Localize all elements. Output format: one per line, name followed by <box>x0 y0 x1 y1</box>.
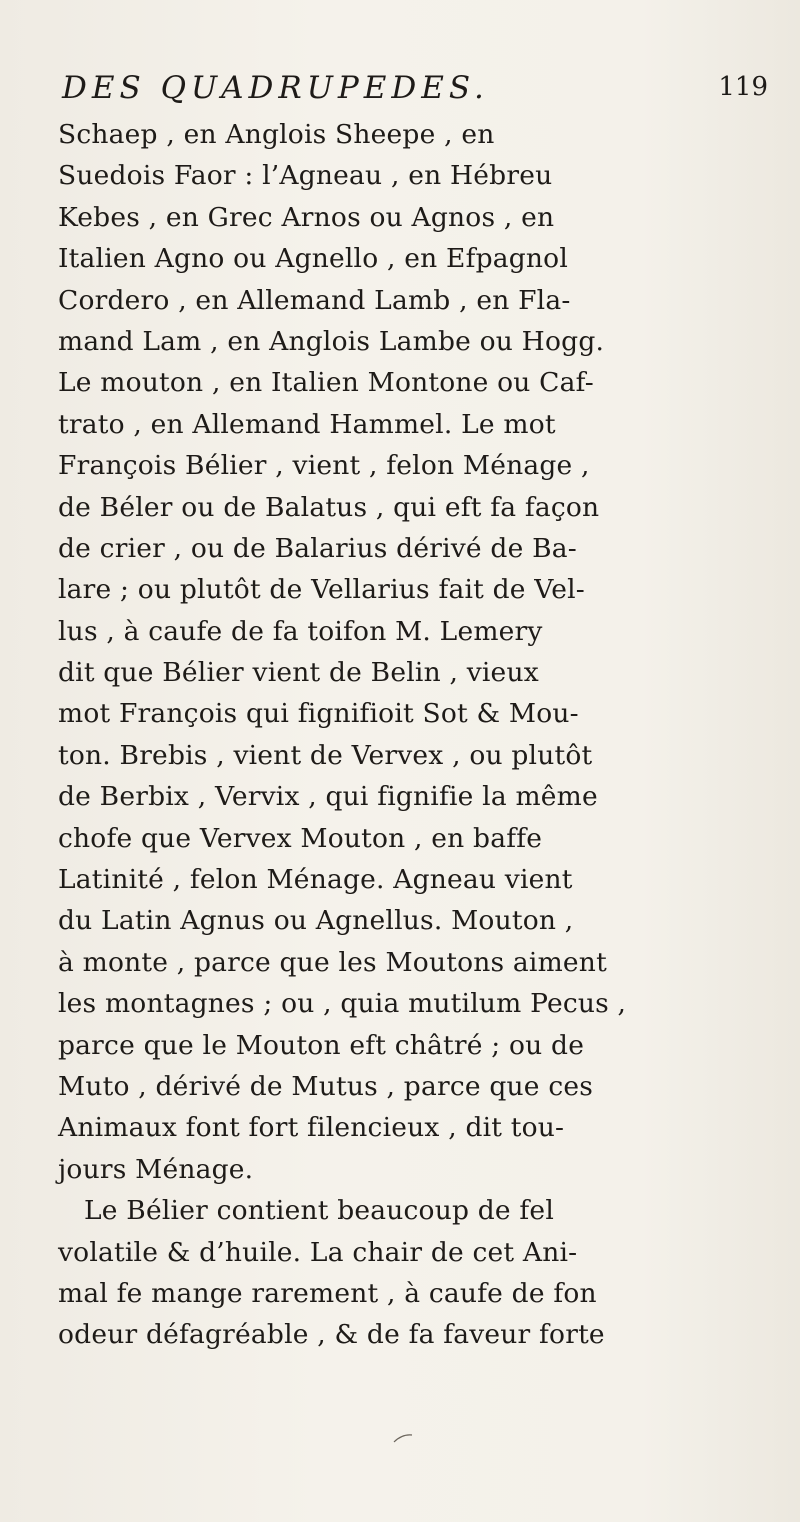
text-line: trato , en Allemand Hammel. Le mot <box>58 408 556 440</box>
text-line: à monte , parce que les Moutons aiment <box>58 946 607 978</box>
running-title: DES QUADRUPEDES. <box>62 70 489 106</box>
text-line: Schaep , en Anglois Sheepe , en <box>58 119 495 150</box>
text-line: mal fe mange rarement , à caufe de fon <box>58 1277 597 1309</box>
text-line: Muto , dérivé de Mutus , parce que ces <box>58 1070 594 1102</box>
text-line: Le Bélier contient beaucoup de fel <box>84 1195 554 1227</box>
text-line: de Berbix , Vervix , qui fignifie la même <box>58 781 598 813</box>
text-line: Latinité , felon Ménage. Agneau vient <box>58 864 573 896</box>
text-line: Le mouton , en Italien Montone ou Caf- <box>58 367 594 399</box>
text-line: dit que Bélier vient de Belin , vieux <box>58 657 539 689</box>
text-line: Animaux font fort filencieux , dit tou- <box>58 1112 565 1144</box>
page-number: 119 <box>718 72 768 102</box>
text-line: du Latin Agnus ou Agnellus. Mouton , <box>58 905 574 937</box>
text-line: Suedois Faor : l’Agneau , en Hébreu <box>58 160 553 192</box>
text-line: lus , à caufe de fa toifon M. Lemery <box>58 615 543 647</box>
text-line: ton. Brebis , vient de Vervex , ou plutôt <box>58 739 593 771</box>
body-text <box>58 114 770 1356</box>
text-line: François Bélier , vient , felon Ménage , <box>58 450 590 482</box>
text-line: mot François qui fignifioit Sot & Mou- <box>58 698 579 730</box>
text-line: odeur défagréable , & de fa faveur forte <box>58 1319 605 1351</box>
text-line: de crier , ou de Balarius dérivé de Ba- <box>58 532 577 564</box>
text-line: mand Lam , en Anglois Lambe ou Hogg. <box>58 325 605 357</box>
page-header <box>62 70 768 114</box>
text-line: Italien Agno ou Agnello , en Efpagnol <box>58 243 569 275</box>
text-line: Kebes , en Grec Arnos ou Agnos , en <box>58 201 555 233</box>
ink-mark <box>392 1432 414 1444</box>
text-line: Cordero , en Allemand Lamb , en Fla- <box>58 284 571 316</box>
text-line: les montagnes ; ou , quia mutilum Pecus , <box>58 988 627 1020</box>
text-line: jours Ménage. <box>58 1153 254 1185</box>
text-line: de Béler ou de Balatus , qui eft fa façon <box>58 491 600 523</box>
text-line: parce que le Mouton eft châtré ; ou de <box>58 1029 585 1061</box>
text-line: lare ; ou plutôt de Vellarius fait de Vel- <box>58 574 585 606</box>
text-line: volatile & d’huile. La chair de cet Ani- <box>58 1236 578 1268</box>
text-line: chofe que Vervex Mouton , en baffe <box>58 822 543 854</box>
